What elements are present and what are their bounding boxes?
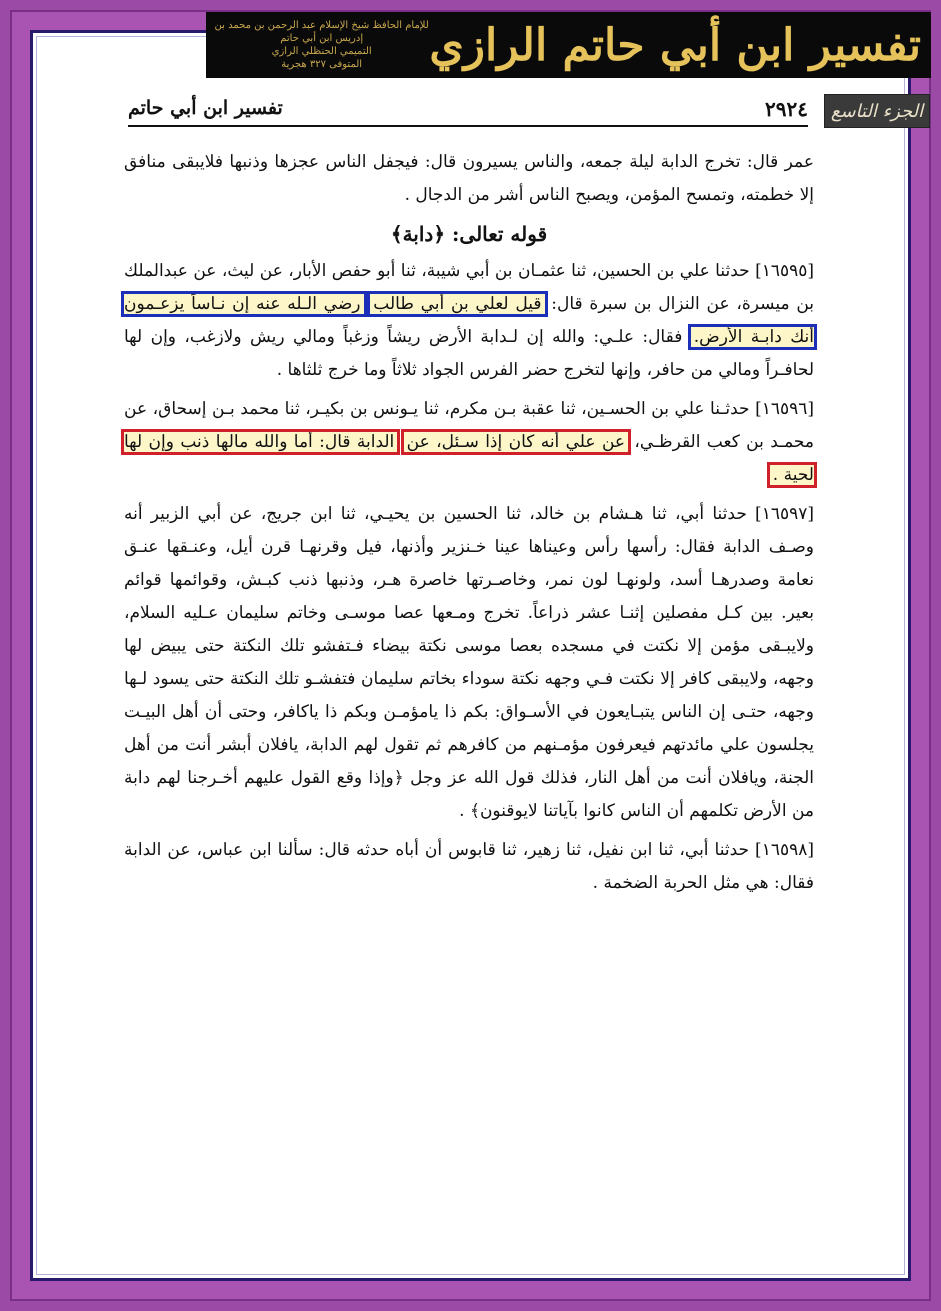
page-header <box>128 97 808 123</box>
text-run: فقال: علـي: والله إن لـدابة الأرض ريشاً وزغباً ومالي ريش ولازغب، وإن لها لحافـراً ومالي من حافر، وإنها لتخرج حضر الفرس الجواد ثلاثاً وما خرج ثلثاها . <box>124 327 814 380</box>
author-caption <box>214 19 429 71</box>
highlight-blue: قيل لعلي بن أبي طالب <box>370 294 544 314</box>
body-text <box>124 146 814 906</box>
highlight-blue: رضي الـله عنه إن نـاساً يزعـمون أنك دابـة الأرض. <box>124 294 814 347</box>
page-number: ٢٩٢٤ <box>765 97 808 121</box>
volume-label: الجزء التاسع <box>824 94 930 128</box>
highlight-red: الدابة قال: أما والله مالها ذنب وإن لها لحية . <box>124 432 814 485</box>
text-run: [١٦٥٩٥] حدثنا علي بن الحسين، ثنا عثمـان بن أبي شيبة، ثنا أبو حفص الأبار، عن ليث، عن عبدالملك بن ميسرة، عن النزال بن سبرة قال: <box>124 261 814 314</box>
text-run <box>397 432 403 452</box>
header-rule <box>128 125 808 127</box>
paragraph: عمر قال: تخرج الدابة ليلة جمعه، والناس يسيرون قال: فيجفل الناس عجزها وذنبها فلايبقى منافق إلا خطمته، وتمسح المؤمن، ويصبح الناس أشر من الدجال . <box>124 152 815 205</box>
book-title: تفسير ابن أبي حاتم الرازي <box>429 19 921 71</box>
highlight-red: عن علي أنه كان إذا سـئل، عن <box>404 432 628 452</box>
section-heading: قوله تعالى: ﴿دابة﴾ <box>390 222 548 246</box>
title-banner <box>206 12 931 78</box>
author-line: التميمي الحنظلي الرازي <box>271 46 372 57</box>
author-line: للإمام الحافظ شيخ الإسلام عبد الرحمن بن محمد بن إدريس ابن أبي حاتم <box>214 20 429 44</box>
paragraph-16597: [١٦٥٩٧] حدثنا أبي، ثنا هـشام بن خالد، ثنا الحسين بن يحيـي، ثنا ابن جريج، عن أبي الزبير أنه وصـف الدابة فقال: رأسها رأس وعيناها عينا خـنزير وأذنها، فيل وقرنهـا قرن أيل، وعنـقها عنـق نعامة وصدرهـا أسد، ولونهـا لون نمر، وخاصـرتها خاصرة هـر، وذنبها ذنب كبـش، وقوائمها قوائم بعير. بين كـل مفصلين إثنـا عشر ذراعاً. تخرج ومـعها عصا موسـى وخاتم سليمان عـليه السلام، ولايبـقى مؤمن إلا نكتت في مسجده بعصا موسى نكتة بيضاء فـتفشو تلك النكتة حتى يبيض لها وجهه، ولايبقى كافر إلا نكتت فـي وجهه نكتة سوداء بخاتم سليمان فتفشـو تلك النكتة حتى يسود لـها وجهه، حتـى إن الناس يتبـايعون في الأسـواق: بكم ذا يامؤمـن وبكم ذا ياكافر، وحتى أن أهل البيـت يجلسون علي مائدتهم فيعرفون مؤمـنهم من كافرهم ثم تقول لهم الدابة، يافلان أبشر أنت من أهل الجنة، ويافلان أنت من أهل النار، فذلك قول الله عز وجل ﴿وإذا وقع القول عليهم أخـرجنا لهم دابة من الأرض تكلمهم أن الناس كانوا بآياتنا لايوقنون﴾ . <box>124 504 814 821</box>
running-title: تفسير ابن أبي حاتم <box>128 97 283 119</box>
text-run: [١٦٥٩٦] حدثـنا علي بن الحسـين، ثنا عقبة بـن مكرم، ثنا يـونس بن بكيـر، ثنا محمد بـن إسحاق، عن محمـد بن كعب القرظـي، <box>124 399 815 452</box>
death-date-line: المتوفى ٣٢٧ هجرية <box>281 59 363 70</box>
paragraph-16596 <box>124 393 814 492</box>
paragraph-16598: [١٦٥٩٨] حدثنا أبي، ثنا ابن نفيل، ثنا زهير، ثنا قابوس أن أباه حدثه قال: سألنا ابن عباس، عن الدابة فقال: هي مثل الحربة الضخمة . <box>124 840 814 893</box>
paragraph-16595 <box>124 255 814 387</box>
